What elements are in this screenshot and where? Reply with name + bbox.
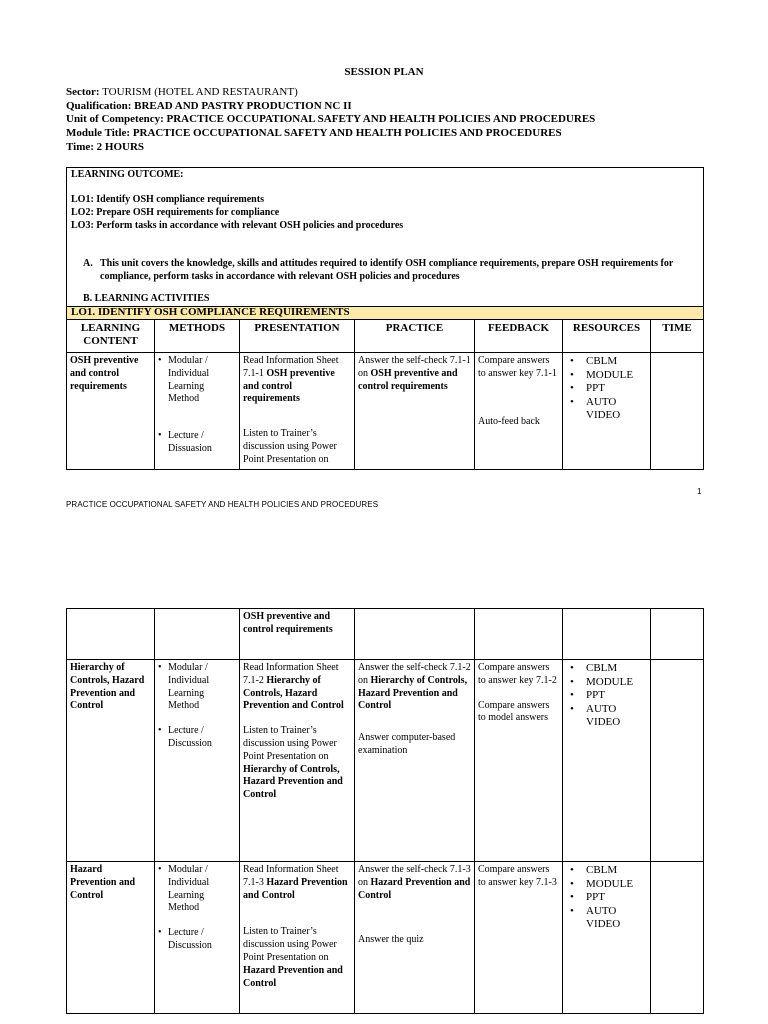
row2-practice1: Answer the self-check 7.1-2 on Hierarchy of Controls, Hazard Prevention and Control xyxy=(358,662,471,712)
row0b-time xyxy=(651,609,704,660)
row2-time xyxy=(651,660,704,862)
row2-content: Hierarchy of Controls, Hazard Prevention and Control xyxy=(67,660,155,862)
row1-feedback1: Compare answers to answer key 7.1-1 xyxy=(478,355,557,379)
row2-practice2: Answer computer-based examination xyxy=(358,732,456,756)
list-item: • CBLM xyxy=(570,355,647,369)
row2-method2: • Lecture / Discussion xyxy=(158,725,212,749)
row2-feedback1: Compare answers to answer key 7.1-2 xyxy=(478,662,557,686)
qualification-label: Qualification: xyxy=(66,100,132,112)
col-feedback: FEEDBACK xyxy=(475,320,563,353)
row2-resource-list xyxy=(566,662,647,730)
row3-resources xyxy=(563,862,651,1014)
time-label: Time: xyxy=(66,141,94,153)
row1-methods xyxy=(155,353,240,470)
unit-label: Unit of Competency: xyxy=(66,113,164,125)
list-item: • MODULE xyxy=(570,369,647,383)
list-item: • AUTO VIDEO xyxy=(570,905,647,932)
row1-practice xyxy=(355,353,475,470)
row0b-content xyxy=(67,609,155,660)
row2-pres2: Listen to Trainer’s discussion using Power Point Presentation on Hierarchy of Controls, Hazard Prevention and Control xyxy=(243,725,343,801)
learning-outcome-heading: LEARNING OUTCOME: xyxy=(71,169,184,180)
sector-value: TOURISM (HOTEL AND RESTAURANT) xyxy=(102,86,298,98)
outcome-lo2: LO2: Prepare OSH requirements for compliance xyxy=(71,206,280,218)
col-methods: METHODS xyxy=(155,320,240,353)
row2-pres1: Read Information Sheet 7.1-2 Hierarchy of Controls, Hazard Prevention and Control xyxy=(243,662,344,712)
module-line xyxy=(66,126,562,140)
learning-outcome-box xyxy=(66,167,704,309)
module-value: PRACTICE OCCUPATIONAL SAFETY AND HEALTH POLICIES AND PROCEDURES xyxy=(132,127,562,139)
row3-resource-list xyxy=(566,864,647,932)
row1-content: OSH preventive and control requirements xyxy=(67,353,155,470)
row1-presentation xyxy=(240,353,355,470)
col-presentation: PRESENTATION xyxy=(240,320,355,353)
col-resources: RESOURCES xyxy=(563,320,651,353)
lo1-heading: LO1. IDENTIFY OSH COMPLIANCE REQUIREMENTS xyxy=(71,306,350,318)
row3-feedback1: Compare answers to answer key 7.1-3 xyxy=(478,864,557,888)
row1-method2: • Lecture / Dissuasion xyxy=(158,430,212,454)
table-row xyxy=(67,353,704,470)
row2-presentation xyxy=(240,660,355,862)
row2-practice xyxy=(355,660,475,862)
col-time: TIME xyxy=(651,320,704,353)
row2-feedback xyxy=(475,660,563,862)
row3-feedback xyxy=(475,862,563,1014)
row3-pres1: Read Information Sheet 7.1-3 Hazard Prevention and Control xyxy=(243,864,348,901)
time-line xyxy=(66,140,144,154)
table-header-row xyxy=(67,320,704,353)
row3-pres2: Listen to Trainer’s discussion using Power Point Presentation on Hazard Prevention and Control xyxy=(243,926,343,989)
row1-method1: • Modular / Individual Learning Method xyxy=(158,355,210,405)
row3-presentation xyxy=(240,862,355,1014)
row3-time xyxy=(651,862,704,1014)
session-plan-title: SESSION PLAN xyxy=(344,66,424,78)
table-row xyxy=(67,862,704,1014)
outcome-lo1: LO1: Identify OSH compliance requirements xyxy=(71,194,264,205)
row3-method2: • Lecture / Discussion xyxy=(158,927,212,951)
list-item: • PPT xyxy=(570,689,647,703)
row2-method1: • Modular / Individual Learning Method xyxy=(158,662,210,712)
row2-feedback2: Compare answers to model answers xyxy=(478,699,550,724)
col-practice: PRACTICE xyxy=(355,320,475,353)
list-item: • AUTO VIDEO xyxy=(570,396,647,423)
page-number: 1 xyxy=(697,487,702,496)
row1-practice1: Answer the self-check 7.1-1 on OSH preventive and control requirements xyxy=(358,355,471,392)
unit-line xyxy=(66,112,595,126)
row0b-presentation: OSH preventive and control requirements xyxy=(240,609,355,660)
row0b-practice xyxy=(355,609,475,660)
row0b-feedback xyxy=(475,609,563,660)
sector-label: Sector: xyxy=(66,86,100,98)
list-item: • PPT xyxy=(570,382,647,396)
page-footer: PRACTICE OCCUPATIONAL SAFETY AND HEALTH POLICIES AND PROCEDURES xyxy=(66,500,379,509)
row1-resources xyxy=(563,353,651,470)
row3-practice1: Answer the self-check 7.1-3 on Hazard Prevention and Control xyxy=(358,864,471,901)
list-item: • MODULE xyxy=(570,676,647,690)
row1-resource-list xyxy=(566,355,647,423)
row1-time xyxy=(651,353,704,470)
unit-description: This unit covers the knowledge, skills and attitudes required to identify OSH compliance requirements, prepare OSH requirements for compliance, perform tasks in accordance with relevant OSH policies and procedures xyxy=(100,258,674,282)
row0b-resources xyxy=(563,609,651,660)
row0b-methods xyxy=(155,609,240,660)
list-item: • PPT xyxy=(570,891,647,905)
row3-methods xyxy=(155,862,240,1014)
qualification-line xyxy=(66,99,352,113)
row3-method1: • Modular / Individual Learning Method xyxy=(158,864,210,914)
list-item: • AUTO VIDEO xyxy=(570,703,647,730)
list-item: • CBLM xyxy=(570,662,647,676)
unit-value: PRACTICE OCCUPATIONAL SAFETY AND HEALTH POLICIES AND PROCEDURES xyxy=(166,113,596,125)
row3-practice xyxy=(355,862,475,1014)
outcome-lo3: LO3: Perform tasks in accordance with relevant OSH policies and procedures xyxy=(71,219,404,231)
activities-table-continued xyxy=(66,608,704,1014)
activities-table xyxy=(66,319,704,470)
table-row xyxy=(67,660,704,862)
intro-marker: A. xyxy=(83,258,93,269)
module-label: Module Title: xyxy=(66,127,131,139)
row1-feedback xyxy=(475,353,563,470)
time-value: 2 HOURS xyxy=(96,141,145,153)
sector-line xyxy=(66,85,298,99)
list-item: • MODULE xyxy=(570,878,647,892)
row1-pres2: Listen to Trainer’s discussion using Power Point Presentation on xyxy=(243,428,337,465)
row3-content: Hazard Prevention and Control xyxy=(67,862,155,1014)
row1-pres1: Read Information Sheet 7.1-1 OSH preventive and control requirements xyxy=(243,355,339,405)
learning-activities-heading: B. LEARNING ACTIVITIES xyxy=(83,293,210,304)
table-row xyxy=(67,609,704,660)
qualification-value: BREAD AND PASTRY PRODUCTION NC II xyxy=(134,100,352,112)
list-item: • CBLM xyxy=(570,864,647,878)
row3-practice2: Answer the quiz xyxy=(358,934,424,946)
row2-methods xyxy=(155,660,240,862)
col-learning-content: LEARNING CONTENT xyxy=(67,320,155,353)
row1-feedback2: Auto-feed back xyxy=(478,415,540,427)
outcome-list xyxy=(71,194,403,232)
lo1-heading-row xyxy=(66,306,704,320)
row2-resources xyxy=(563,660,651,862)
